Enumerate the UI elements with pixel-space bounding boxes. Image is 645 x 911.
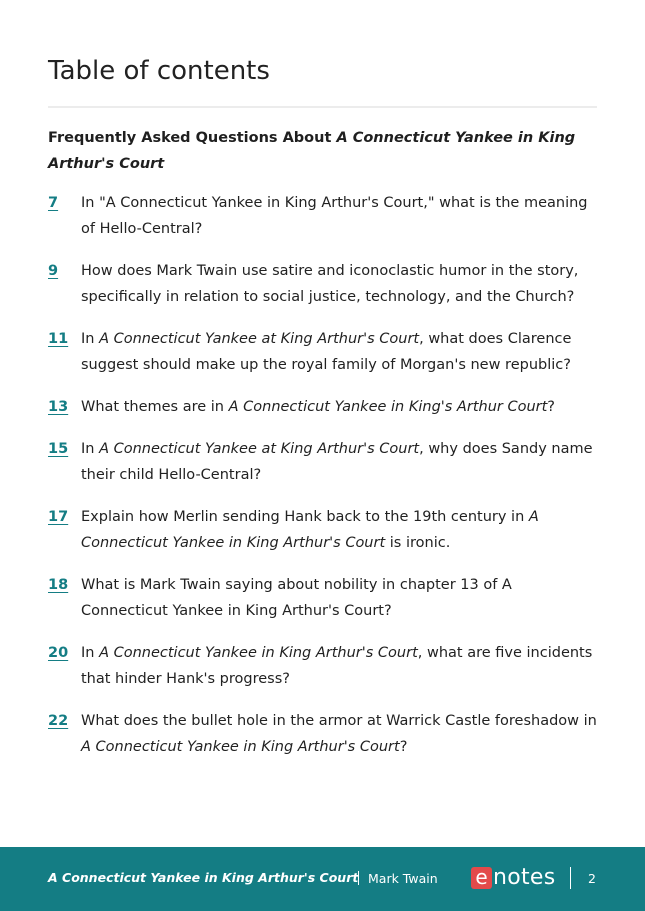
toc-entry (48, 394, 597, 420)
toc-entry (48, 258, 597, 310)
toc-entry (48, 190, 597, 242)
toc-question (81, 436, 597, 488)
toc-list (48, 190, 597, 776)
toc-page-link[interactable]: 17 (48, 509, 69, 525)
toc-question-text: What does the bullet hole in the armor at Warrick Castle foreshadow in (81, 713, 597, 729)
footer-separator (358, 871, 359, 885)
toc-entry (48, 326, 597, 378)
toc-question-text: , what does Clarence suggest should make up the royal family of Morgan's new republic? (81, 331, 572, 373)
enotes-logo-text: notes (493, 865, 556, 890)
section-heading (48, 125, 597, 177)
enotes-logo-e: e (471, 867, 492, 889)
toc-entry (48, 708, 597, 760)
toc-question (81, 190, 597, 242)
section-heading-book-title: A Connecticut Yankee in King Arthur's Court (48, 130, 576, 172)
toc-question-text: In "A Connecticut Yankee in King Arthur's Court," what is the meaning of Hello-Central? (81, 195, 588, 237)
toc-page-link[interactable]: 7 (48, 195, 59, 211)
toc-question (81, 394, 597, 420)
section-heading-prefix: Frequently Asked Questions About (48, 130, 337, 146)
toc-question-text: How does Mark Twain use satire and iconoclastic humor in the story, specifically in relation to social justice, technology, and the Church? (81, 263, 579, 305)
footer-book-title: A Connecticut Yankee in King Arthur's Court (48, 870, 359, 885)
toc-page-link[interactable]: 15 (48, 441, 69, 457)
toc-page-link[interactable]: 20 (48, 645, 69, 661)
footer (0, 847, 645, 911)
toc-question-text: In (81, 645, 100, 661)
toc-question-text: Explain how Merlin sending Hank back to the 19th century in (81, 509, 529, 525)
footer-separator (570, 867, 571, 889)
toc-question-text: , what are five incidents that hinder Hank's progress? (81, 645, 593, 687)
toc-question-text: In (81, 331, 100, 347)
toc-question-text: ? (399, 739, 408, 755)
toc-entry (48, 504, 597, 556)
footer-author: Mark Twain (368, 871, 438, 886)
toc-question-text: What themes are in (81, 399, 229, 415)
toc-page-link[interactable]: 13 (48, 399, 69, 415)
toc-question (81, 708, 597, 760)
toc-question-book-title: A Connecticut Yankee in King Arthur's Court (99, 645, 418, 661)
page-number: 2 (588, 871, 596, 886)
toc-entry (48, 572, 597, 624)
enotes-logo[interactable] (471, 866, 556, 890)
toc-question-book-title: A Connecticut Yankee in King's Arthur Court (228, 399, 548, 415)
toc-question-text: ? (547, 399, 555, 415)
toc-question (81, 258, 597, 310)
toc-page-link[interactable]: 9 (48, 263, 59, 279)
toc-question (81, 504, 597, 556)
page-title: Table of contents (48, 56, 270, 86)
toc-entry (48, 640, 597, 692)
toc-question-text: In (81, 441, 100, 457)
toc-question-book-title: A Connecticut Yankee in King Arthur's Court (81, 739, 400, 755)
toc-page-link[interactable]: 18 (48, 577, 69, 593)
toc-question-text: is ironic. (385, 535, 451, 551)
toc-question (81, 326, 597, 378)
toc-question-book-title: A Connecticut Yankee at King Arthur's Court (99, 441, 420, 457)
title-divider (48, 106, 597, 108)
toc-page-link[interactable]: 11 (48, 331, 69, 347)
toc-question-text: , why does Sandy name their child Hello-Central? (81, 441, 593, 483)
toc-page-link[interactable]: 22 (48, 713, 69, 729)
toc-question-text: What is Mark Twain saying about nobility in chapter 13 of A Connecticut Yankee in King Arthur's Court? (81, 577, 512, 619)
toc-question (81, 572, 597, 624)
toc-entry (48, 436, 597, 488)
toc-question-book-title: A Connecticut Yankee in King Arthur's Court (81, 509, 539, 551)
toc-question-book-title: A Connecticut Yankee at King Arthur's Court (99, 331, 420, 347)
toc-question (81, 640, 597, 692)
